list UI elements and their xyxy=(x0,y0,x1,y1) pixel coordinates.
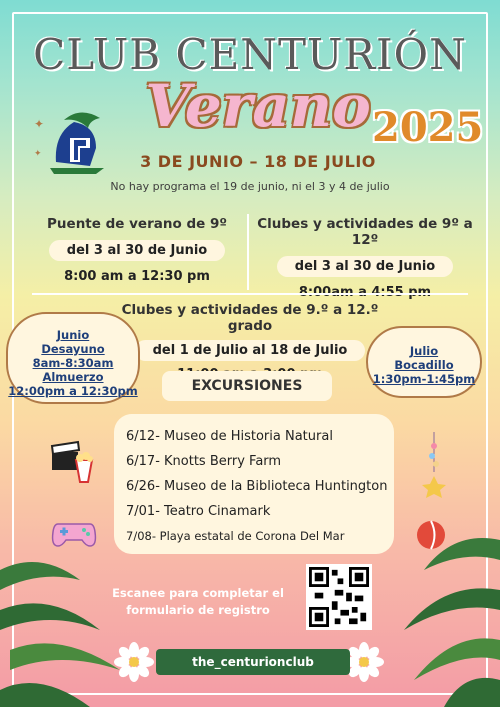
section-divider xyxy=(32,293,468,295)
scan-line-2: formulario de registro xyxy=(126,603,270,617)
movie-clapper-popcorn-icon xyxy=(50,438,96,484)
list-item: 7/01- Teatro Cinamark xyxy=(126,504,271,519)
excursions-label: EXCURSIONES xyxy=(162,371,332,401)
column-divider xyxy=(247,214,249,290)
excursions-list xyxy=(114,414,394,554)
hanging-charm-icon xyxy=(414,432,454,502)
daisy-flower-icon xyxy=(114,642,154,682)
registration-qr-code[interactable] xyxy=(306,564,372,630)
program-title: Puente de verano de 9º xyxy=(47,216,227,232)
svg-text:✦: ✦ xyxy=(34,149,42,159)
spartan-helmet-icon xyxy=(34,104,114,184)
meals-month: Julio xyxy=(409,344,439,358)
social-handle: the_centurionclub xyxy=(156,649,350,675)
snack-label: Bocadillo xyxy=(394,358,454,372)
daisy-flower-icon xyxy=(344,642,384,682)
scan-line-1: Escanee para completar el xyxy=(112,586,284,600)
palm-left-icon xyxy=(0,540,120,707)
july-meals-cloud xyxy=(366,326,482,398)
program-dates-pill: del 3 al 30 de Junio xyxy=(49,240,225,261)
club-title: CLUB CENTURIÓN xyxy=(33,30,467,79)
meals-month: Junio xyxy=(56,328,90,342)
snack-time: 1:30pm-1:45pm xyxy=(372,372,476,386)
no-program-note: No hay programa el 19 de junio, ni el 3 y 4 de julio xyxy=(110,180,390,193)
svg-text:✦: ✦ xyxy=(34,117,45,131)
program-time: 8:00 am a 12:30 pm xyxy=(64,269,210,284)
lunch-label: Almuerzo xyxy=(42,370,104,384)
list-item: 7/08- Playa estatal de Corona Del Mar xyxy=(126,529,345,543)
clubs-june-program xyxy=(250,216,480,300)
clubs-july-program xyxy=(100,302,400,382)
june-meals-cloud xyxy=(6,312,140,404)
program-dates-pill: del 3 al 30 de Junio xyxy=(277,256,453,277)
program-dates-pill: del 1 de Julio al 18 de Julio xyxy=(135,340,366,361)
program-dates: 3 DE JUNIO – 18 DE JULIO xyxy=(140,152,376,171)
breakfast-label: Desayuno xyxy=(41,342,105,356)
program-title: Clubes y actividades de 9.º a 12.º grado xyxy=(121,302,379,334)
verano-title: Verano xyxy=(145,72,371,140)
lunch-time: 12:00pm a 12:30pm xyxy=(8,384,138,398)
bridge-program xyxy=(22,216,252,284)
program-title: Clubes y actividades de 9º a 12º xyxy=(257,216,473,248)
list-item: 6/12- Museo de Historia Natural xyxy=(126,429,333,444)
breakfast-time: 8am-8:30am xyxy=(32,356,114,370)
registration-instructions xyxy=(108,585,288,619)
list-item: 6/17- Knotts Berry Farm xyxy=(126,454,282,469)
palm-right-icon xyxy=(384,520,500,707)
list-item: 6/26- Museo de la Biblioteca Huntington xyxy=(126,479,388,494)
year-title: 2025 xyxy=(372,104,484,151)
